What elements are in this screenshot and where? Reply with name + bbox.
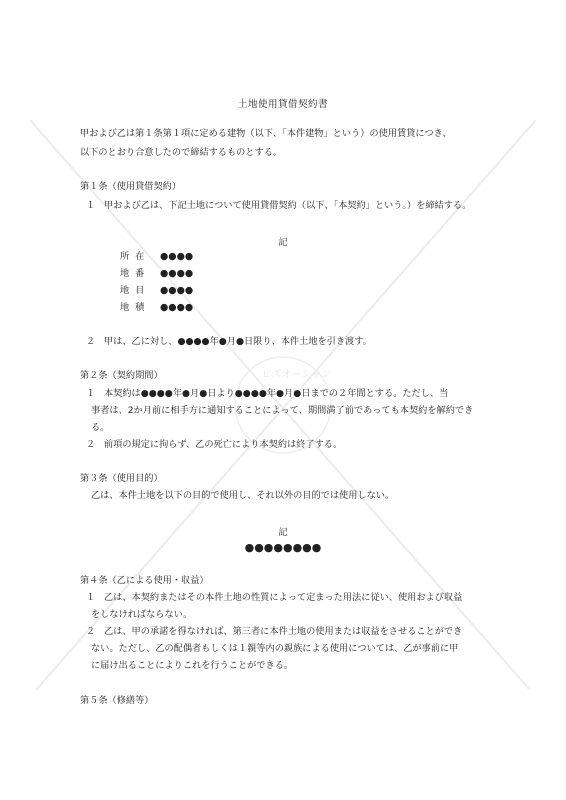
watermark-text: ビズオーシャン (262, 370, 332, 380)
property-row-area (120, 302, 193, 314)
property-label: 地積 (120, 302, 151, 313)
article1-heading: 第１条（使用貸借契約） (80, 181, 182, 192)
item-number: １ (86, 200, 96, 211)
article2-heading: 第２条（契約期間） (80, 370, 163, 381)
item-text: 乙は、本契約またはその本件土地の性質によって定まった用法に従い、使用および収益 (104, 592, 463, 603)
preamble-line: 甲および乙は第１条第１項に定める建物（以下、「本件建物」という）の使用賃貸につき、 (80, 128, 452, 139)
property-row-land-category (120, 285, 193, 297)
article4-item1-cont: をしなければならない。 (91, 609, 193, 620)
purpose-value: ●●●●●●●● (244, 541, 322, 554)
article5-heading: 第５条（修繕等） (80, 695, 154, 706)
item-text: 乙は、甲の承諾を得なければ、第三者に本件土地の使用または収益をさせることができ (104, 626, 463, 637)
property-value: ●●●● (160, 268, 194, 279)
item-number: １ (86, 592, 96, 603)
article2-item1-cont: 事者は、2か月前に相手方に通知することによって、期間満了前であっても本契約を解約でき (91, 405, 474, 416)
article1-item2 (86, 336, 372, 348)
article4-item2-cont: ない。ただし、乙の配偶者もしくは１親等内の親族による使用については、乙が事前に甲 (91, 643, 459, 654)
preamble-line: 以下のとおり合意したので締結するものとする。 (80, 147, 283, 158)
item-text: 前項の規定に拘らず、乙の死亡により本契約は終了する。 (104, 439, 343, 450)
article4-heading: 第４条（乙による使用・収益） (80, 575, 209, 586)
article3-body: 乙は、本件土地を以下の目的で使用し、それ以外の目的では使用しない。 (91, 490, 395, 501)
property-label: 所在 (120, 251, 151, 262)
property-value: ●●●● (160, 302, 194, 313)
ki-label: 記 (278, 237, 288, 248)
item-number: １ (86, 388, 96, 399)
article2-item1-cont: る。 (91, 422, 110, 433)
property-value: ●●●● (160, 285, 194, 296)
property-row-lot-number (120, 268, 193, 280)
article4-item2 (86, 626, 462, 638)
item-text: 甲は、乙に対し、●●●●年●月●日限り、本件土地を引き渡す。 (104, 336, 372, 347)
article4-item2-cont: に届け出ることによりこれを行うことができる。 (91, 660, 294, 671)
article4-item1 (86, 592, 462, 604)
article2-item1 (86, 388, 448, 400)
property-label: 地番 (120, 268, 151, 279)
article2-item2 (86, 439, 342, 451)
item-number: ２ (86, 439, 96, 450)
item-number: ２ (86, 626, 96, 637)
article1-item1 (86, 200, 471, 212)
property-value: ●●●● (160, 251, 194, 262)
ki-label: 記 (278, 527, 288, 538)
item-number: ２ (86, 336, 96, 347)
item-text: 甲および乙は、下記土地について使用貸借契約（以下、「本契約」という。）を締結する。 (104, 200, 472, 211)
article3-heading: 第３条（使用目的） (80, 473, 163, 484)
document-title: 土地使用貸借契約書 (237, 99, 328, 110)
property-row-location (120, 251, 193, 263)
item-text: 本契約は●●●●年●月●日より●●●●年●月●日までの２年間とする。ただし、当 (104, 388, 449, 399)
property-label: 地目 (120, 285, 151, 296)
